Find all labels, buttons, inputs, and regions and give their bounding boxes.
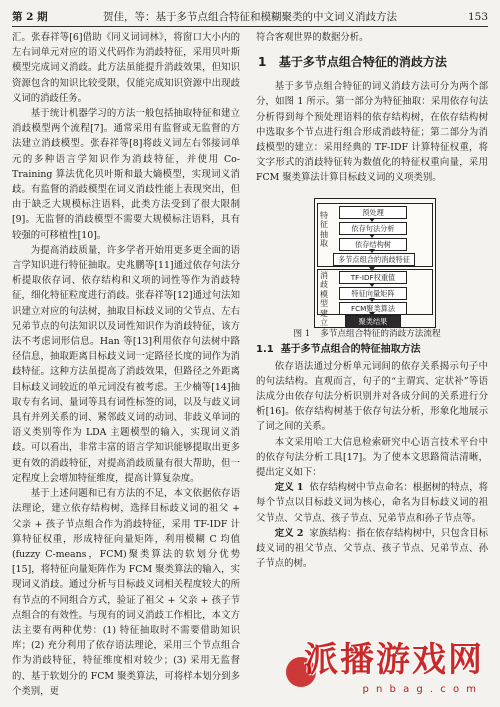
figure-caption-text: 多节点组合特征的消歧方法流程 <box>320 328 441 339</box>
figure-caption-number: 图 1 <box>293 328 311 339</box>
definition-label: 定义 2 <box>274 527 304 539</box>
definition-1 <box>256 480 488 526</box>
section-1-heading <box>258 53 488 71</box>
paragraph: 本文采用哈工大信息检索研究中心语言技术平台中的依存句法分析工具[17]。为了使本文思路简洁清晰，提出定义如下： <box>256 436 488 479</box>
section-1-1-heading <box>256 342 488 357</box>
running-header <box>12 8 488 27</box>
group-label-feature-extraction: 特征抽取 <box>320 210 328 249</box>
arrow <box>372 218 373 221</box>
paragraph: 基于统计机器学习的方法一般包括抽取特征和建立消歧模型两个流程[7]。通常采用有监督或无监督的方法建立消歧模型。张春祥等[8]将歧义词左右邻接词单元的多种语言学知识作为消歧特征，并使用 Co-Training 算法优化贝叶斯和最大熵模型，实现词义消歧。有监督的消歧模型在词义消歧性能上表现突出，但由于缺乏大规模标注语料，此类方法受到了很大限制[9]。无监督的消歧模型不需要大规模标注语料，具有较强的可移植性[10]。 <box>12 108 240 241</box>
definition-text: 依存结构树中节点命名：根据树的特点，将每个节点以目标歧义词为核心，命名为目标歧义词的祖父节点、父节点、孩子节点、兄弟节点和孙子节点等。 <box>256 482 488 524</box>
right-column <box>256 30 488 701</box>
step-tfidf-weight: TF-IDF权重值 <box>339 271 407 284</box>
paragraph: 符合客观世界的数据分析。 <box>256 32 369 43</box>
step-dependency-parsing: 依存句法分析 <box>339 222 407 235</box>
section-title: 基于多节点组合特征的消歧方法 <box>278 55 447 70</box>
watermark-main-text: 派播游戏网 <box>304 640 484 680</box>
definition-2 <box>256 526 488 572</box>
group-label-model-building: 消歧模型建立 <box>320 270 328 328</box>
definition-label: 定义 1 <box>274 482 304 494</box>
arrow <box>372 234 373 237</box>
figure-1-flowchart <box>256 192 488 340</box>
left-column <box>12 30 240 701</box>
flowchart-frame <box>314 198 436 328</box>
paragraph: 基于上述问题和已有方法的不足，本文依据依存语法理论，建立依存结构树，选择目标歧义词的祖父 + 父亲 + 孩子节点组合作为消歧特征，采用 TF-IDF 计算特征权重，形成特征向量矩阵，利用模糊 C 均值(fuzzy C-means，FCM)聚类算法的软划分优势[15]，将特征向量矩阵作为 FCM 聚类算法的输入，实现词义消歧。通过分析与目标歧义词相关程度较大的所有节点的不同组合方式，验证了祖父 + 父亲 + 孩子节点组合的有效性。与现有的词义消歧工作相比，本文方法主要有两种优势：(1) 特征抽取时不需要借助知识库；(2) 充分利用了依存语法理论，采用三个节点组合作为消歧特征，特征维度相对较少；(3) 采用无监督的、基于软划分的 FCM 聚类算法，可将样本划分到多个类别，更 <box>12 488 240 697</box>
site-watermark <box>284 640 494 699</box>
section-title: 基于多节点组合的特征抽取方法 <box>280 343 421 355</box>
watermark-url-text: p n b a g . c o m <box>362 684 478 695</box>
paragraph: 汇。张春祥等[6]借助《同义词词林》，将窗口大小内的左右词单元对应的语义代码作为消歧特征，采用贝叶斯模型完成词义消歧。此方法虽能提升消歧效果，但知识资源包含的知识比较受限，仅能完成知识资源中出现歧义词的消歧任务。 <box>12 32 240 104</box>
step-fcm-clustering: FCM聚类算法 <box>339 302 407 315</box>
step-multi-node-features: 多节点组合的消歧特征 <box>333 253 415 266</box>
figure-caption <box>256 328 488 340</box>
page-number: 153 <box>467 11 488 23</box>
arrow <box>372 250 373 252</box>
running-title: 贺佳，等：基于多节点组合特征和模糊聚类的中文词义消歧方法 <box>103 11 397 23</box>
arrow <box>372 283 373 286</box>
issue-number: 第 2 期 <box>12 11 48 23</box>
step-preprocessing: 预处理 <box>339 206 407 219</box>
step-feature-matrix: 特征向量矩阵 <box>339 287 407 300</box>
paragraph: 基于多节点组合特征的词义消歧方法可分为两个部分，如图 1 所示。第一部分为特征抽取：采用依存句法分析得到每个预处理语料的依存结构树，在依存结构树中选取多个节点进行组合形成消歧特征；第二部分为消歧模型的建立：采用经典的 TF-IDF 计算特征权重，将文字形式的消歧特征转为数值化的特征权重向量，采用 FCM 聚类算法计算目标歧义词的义项类别。 <box>256 81 488 184</box>
step-clustering-result: 聚类结果 <box>345 315 401 328</box>
arrow <box>372 299 373 301</box>
section-number: 1 <box>258 55 267 70</box>
section-number: 1.1 <box>256 343 274 355</box>
arrow <box>372 265 373 270</box>
paragraph: 为提高消歧质量，许多学者开始用更多更全面的语言学知识进行特征抽取。史兆鹏等[11]通过依存句法分析提取依存词、依存结构和义项的词性等作为消歧特征，细化特征粒度进行消歧。张春祥等[12]通过句法知识建立对应的句法树，抽取目标歧义词的父节点、左右兄弟节点的句法知识以及词性知识作为消歧特征，该方法不考虑词形信息。Han 等[13]利用依存句法树中路径信息，抽取距离目标歧义词一定路径长度的词作为消歧特征。这种方法虽提高了消歧效果，但路径之外距离目标歧义词较近的单元词没有被考虑。王少楠等[14]抽取专有名词、量词等具有词性标签的词，以及与歧义词具有并列关系的词、紧邻歧义词的动词、非歧义单词的语义类别等作为 LDA 主题模型的输入，实现词义消歧。可以看出，非常丰富的语言学知识能够提取出更多更有效的消歧特征，对提高消歧质量有很大帮助，但一定程度上会增加特征维度，提高计算复杂度。 <box>12 244 240 484</box>
paragraph: 依存语法通过分析单元词间的依存关系揭示句子中的句法结构。直观而言，句子的“主谓宾、定状补”等语法成分由依存句法分析识别并对各成分间的关系进行分析[16]。依存结构树基于依存句法分析，形象化地展示了词之间的关系。 <box>256 360 488 433</box>
step-dependency-tree: 依存结构树 <box>339 238 407 251</box>
definition-text: 家族结构：指在依存结构树中，只包含目标歧义词的祖父节点、父节点、孩子节点、兄弟节点、孙子节点的树。 <box>256 527 488 570</box>
